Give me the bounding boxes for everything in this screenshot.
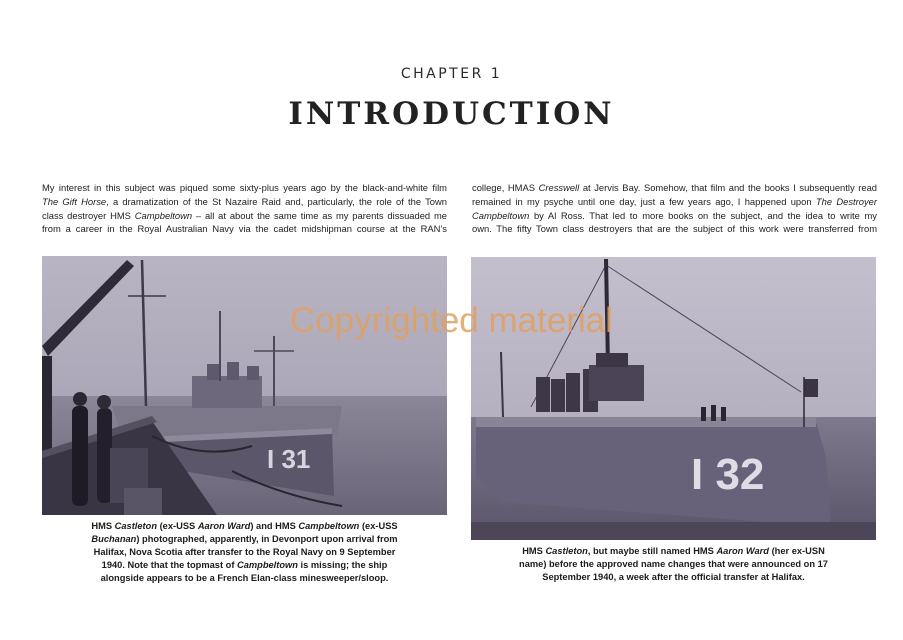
chapter-label: CHAPTER 1 [400, 66, 503, 82]
italic-title: Aaron Ward [197, 521, 251, 531]
italic-title: The Destroyer [815, 195, 877, 207]
text-line: 1940. Note that the topmast of Campbeltown is missing; the ship [101, 560, 388, 570]
italic-title: Campbeltown [472, 209, 530, 221]
text-line: from a career in the Royal Australian Navy via the cadet midshipman course at the RAN’s [42, 223, 447, 235]
text-line: class destroyer HMS Campbeltown – all at about the same time as my parents dissuaded me [42, 209, 447, 221]
text-line: remained in my psyche until one day, just a few years ago, I happened upon The Destroyer [472, 195, 877, 207]
caption-left-photo [42, 520, 447, 585]
text-line: HMS Castleton, but maybe still named HMS Aaron Ward (her ex-USN [522, 546, 825, 556]
italic-title: Castleton [545, 546, 588, 556]
italic-title: The Gift Horse [42, 195, 107, 207]
body-text-right-column [472, 181, 877, 236]
caption-right-photo [471, 545, 876, 584]
hull-number-left: I 31 [267, 444, 311, 474]
text-line: alongside appears to be a French Elan-class minesweeper/sloop. [100, 573, 389, 583]
italic-title: Aaron Ward [716, 546, 769, 556]
text-line: Campbeltown by Al Ross. That led to more books on the subject, and the idea to write my [472, 209, 877, 221]
text-line: Buchanan) photographed, apparently, in Devonport upon arrival from [91, 534, 398, 544]
italic-title: Campbeltown [237, 560, 298, 570]
italic-title: Cresswell [538, 182, 580, 193]
italic-title: Campbeltown [134, 209, 193, 221]
text-line: My interest in this subject was piqued some sixty-plus years ago by the black-and-white film [42, 182, 447, 193]
photo-castleton-and-campbeltown [42, 256, 447, 515]
chapter-title: INTRODUCTION [288, 96, 615, 132]
text-line: Halifax, Nova Scotia after transfer to the Royal Navy on 9 September [93, 547, 396, 557]
hull-number-right: I 32 [691, 450, 765, 499]
text-line: name) before the approved name changes that were announced on 17 [519, 559, 828, 569]
italic-title: Castleton [114, 521, 157, 531]
text-line: September 1940, a week after the official transfer at Halifax. [542, 572, 805, 582]
watermark: Copyrighted material [290, 301, 613, 340]
italic-title: Buchanan [91, 534, 137, 544]
text-line: college, HMAS Cresswell at Jervis Bay. Somehow, that film and the books I subsequently read [472, 182, 878, 193]
photo-castleton-at-halifax [471, 257, 876, 540]
text-line: HMS Castleton (ex-USS Aaron Ward) and HMS Campbeltown (ex-USS [91, 521, 398, 531]
body-text-left-column [42, 181, 447, 236]
text-line: own. The fifty Town class destroyers that are the subject of this work were transferred from [472, 223, 877, 235]
text-line: The Gift Horse, a dramatization of the St Nazaire Raid and, particularly, the role of the Town [42, 195, 447, 207]
italic-title: Campbeltown [298, 521, 360, 531]
